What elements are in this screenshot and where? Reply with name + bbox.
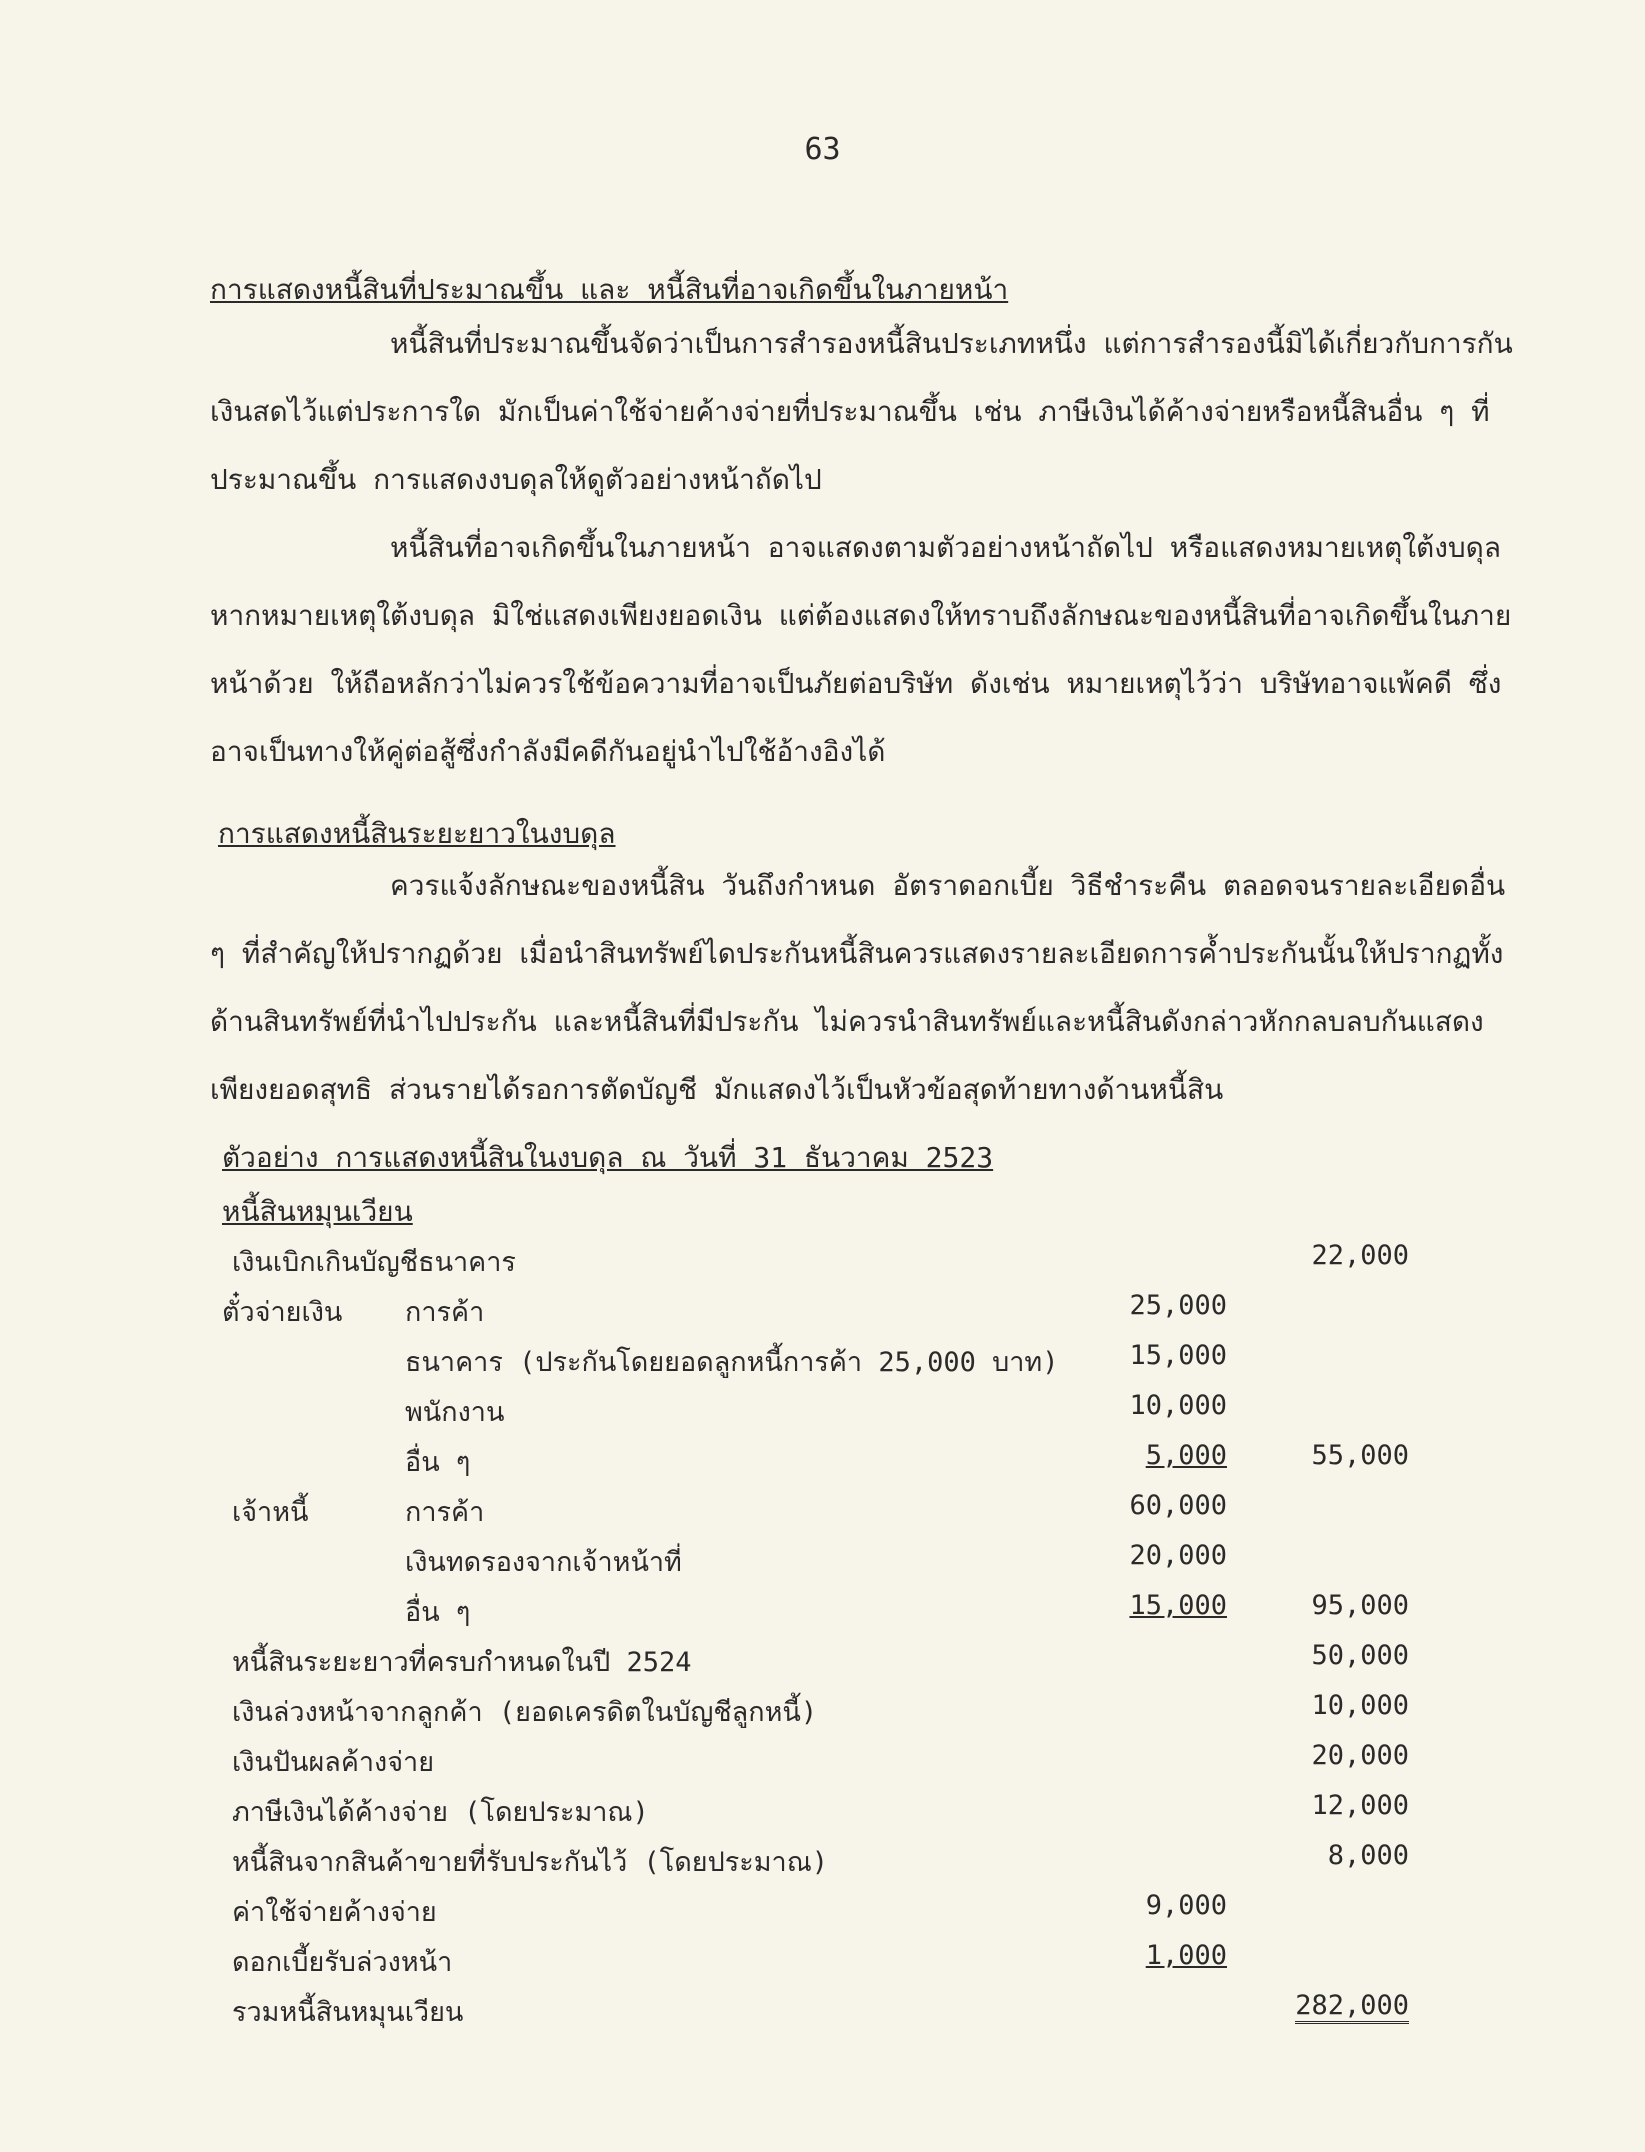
sub-amount: 5,000 — [1145, 1440, 1227, 1471]
row-total: 8,000 — [1327, 1840, 1409, 1871]
para-text: หนี้สินที่ประมาณขึ้นจัดว่าเป็นการสำรองหนี้สินประเภทหนึ่ง แต่การสำรองนี้มิได้เกี่ยวกับการกันเงินสดไว้แต่ประการใด มักเป็นค่าใช้จ่ายค้างจ่ายที่ประมาณขึ้น เช่น ภาษีเงินได้ค้างจ่ายหรือหนี้สินอื่น ๆ ที่ประมาณขึ้น การแสดงงบดุลให้ดูตัวอย่างหน้าถัดไป — [210, 327, 1513, 496]
section1-para2 — [210, 514, 1530, 786]
sub-amount: 25,000 — [1129, 1290, 1227, 1321]
example-title: ตัวอย่าง การแสดงหนี้สินในงบดุล ณ วันที่ 31 ธันวาคม 2523 — [222, 1141, 994, 1174]
row-total: 95,000 — [1311, 1590, 1409, 1621]
sub-label: พนักงาน — [405, 1397, 505, 1428]
line-row — [0, 1640, 1645, 1686]
row-label: ดอกเบี้ยรับล่วงหน้า — [232, 1947, 453, 1978]
example-subtitle: หนี้สินหมุนเวียน — [222, 1195, 413, 1228]
bank-overdraft-row — [0, 1240, 1645, 1286]
row-total: 282,000 — [1295, 1990, 1409, 2024]
accounts-payable-row — [0, 1490, 1645, 1536]
sub-label: อื่น ๆ — [405, 1597, 471, 1628]
sub-amount: 1,000 — [1145, 1940, 1227, 1971]
accounts-payable-item — [0, 1590, 1645, 1636]
notes-payable-item — [0, 1390, 1645, 1436]
line-row — [0, 1740, 1645, 1786]
notes-payable-row — [0, 1290, 1645, 1336]
row-label: หนี้สินระยะยาวที่ครบกำหนดในปี 2524 — [232, 1647, 692, 1678]
para-text: หนี้สินที่อาจเกิดขึ้นในภายหน้า อาจแสดงตามตัวอย่างหน้าถัดไป หรือแสดงหมายเหตุใต้งบดุล หากหมายเหตุใต้งบดุล มิใช่แสดงเพียงยอดเงิน แต่ต้องแสดงให้ทราบถึงลักษณะของหนี้สินที่อาจเกิดขึ้นในภายหน้าด้วย ให้ถือหลักว่าไม่ควรใช้ข้อความที่อาจเป็นภัยต่อบริษัท ดังเช่น หมายเหตุไว้ว่า บริษัทอาจแพ้คดี ซึ่งอาจเป็นทางให้คู่ต่อสู้ซึ่งกำลังมีคดีกันอยู่นำไปใช้อ้างอิงได้ — [210, 531, 1512, 768]
row-total: 50,000 — [1311, 1640, 1409, 1671]
accrued-expenses-row — [0, 1890, 1645, 1936]
line-row — [0, 1690, 1645, 1736]
row-total: 22,000 — [1311, 1240, 1409, 1271]
sub-label: เงินทดรองจากเจ้าหน้าที่ — [405, 1547, 682, 1578]
unearned-interest-row — [0, 1940, 1645, 1986]
row-total: 12,000 — [1311, 1790, 1409, 1821]
row-label: ภาษีเงินได้ค้างจ่าย (โดยประมาณ) — [232, 1797, 649, 1828]
sub-amount: 10,000 — [1129, 1390, 1227, 1421]
line-row — [0, 1790, 1645, 1836]
row-label: เงินเบิกเกินบัญชีธนาคาร — [232, 1247, 516, 1278]
sub-amount: 60,000 — [1129, 1490, 1227, 1521]
row-label: ค่าใช้จ่ายค้างจ่าย — [232, 1897, 437, 1928]
sub-label: ธนาคาร (ประกันโดยยอดลูกหนี้การค้า 25,000 บาท) — [405, 1347, 1059, 1378]
row-total: 55,000 — [1311, 1440, 1409, 1471]
section1-para1 — [210, 310, 1530, 514]
sub-amount: 9,000 — [1145, 1890, 1227, 1921]
sub-label: การค้า — [405, 1497, 485, 1528]
sub-label: อื่น ๆ — [405, 1447, 471, 1478]
row-label: เงินล่วงหน้าจากลูกค้า (ยอดเครดิตในบัญชีลูกหนี้) — [232, 1697, 818, 1728]
row-label: เจ้าหนี้ — [232, 1497, 309, 1528]
accounts-payable-item — [0, 1540, 1645, 1586]
section2-para — [210, 852, 1530, 1124]
sub-label: การค้า — [405, 1297, 485, 1328]
row-total: 10,000 — [1311, 1690, 1409, 1721]
sub-amount: 15,000 — [1129, 1340, 1227, 1371]
row-label: หนี้สินจากสินค้าขายที่รับประกันไว้ (โดยประมาณ) — [232, 1847, 829, 1878]
sub-amount: 15,000 — [1129, 1590, 1227, 1621]
para-text: ควรแจ้งลักษณะของหนี้สิน วันถึงกำหนด อัตราดอกเบี้ย วิธีชำระคืน ตลอดจนรายละเอียดอื่น ๆ ที่สำคัญให้ปรากฏด้วย เมื่อนำสินทรัพย์ไดประกันหนี้สินควรแสดงรายละเอียดการค้ำประกันนั้นให้ปรากฏทั้งด้านสินทรัพย์ที่นำไปประกัน และหนี้สินที่มีประกัน ไม่ควรนำสินทรัพย์และหนี้สินดังกล่าวหักกลบลบกันแสดงเพียงยอดสุทธิ ส่วนรายได้รอการตัดบัญชี มักแสดงไว้เป็นหัวข้อสุดท้ายทางด้านหนี้สิน — [210, 869, 1506, 1106]
notes-payable-item — [0, 1340, 1645, 1386]
notes-payable-item — [0, 1440, 1645, 1486]
section2-heading: การแสดงหนี้สินระยะยาวในงบดุล — [218, 817, 616, 850]
page-number: 63 — [804, 132, 841, 167]
row-label: รวมหนี้สินหมุนเวียน — [232, 1997, 464, 2028]
row-total: 20,000 — [1311, 1740, 1409, 1771]
line-row — [0, 1840, 1645, 1886]
row-label: ตั๋วจ่ายเงิน — [222, 1297, 343, 1328]
row-label: เงินปันผลค้างจ่าย — [232, 1747, 435, 1778]
section1-heading: การแสดงหนี้สินที่ประมาณขึ้น และ หนี้สินที่อาจเกิดขึ้นในภายหน้า — [210, 273, 1009, 306]
sub-amount: 20,000 — [1129, 1540, 1227, 1571]
total-current-row — [0, 1990, 1645, 2036]
